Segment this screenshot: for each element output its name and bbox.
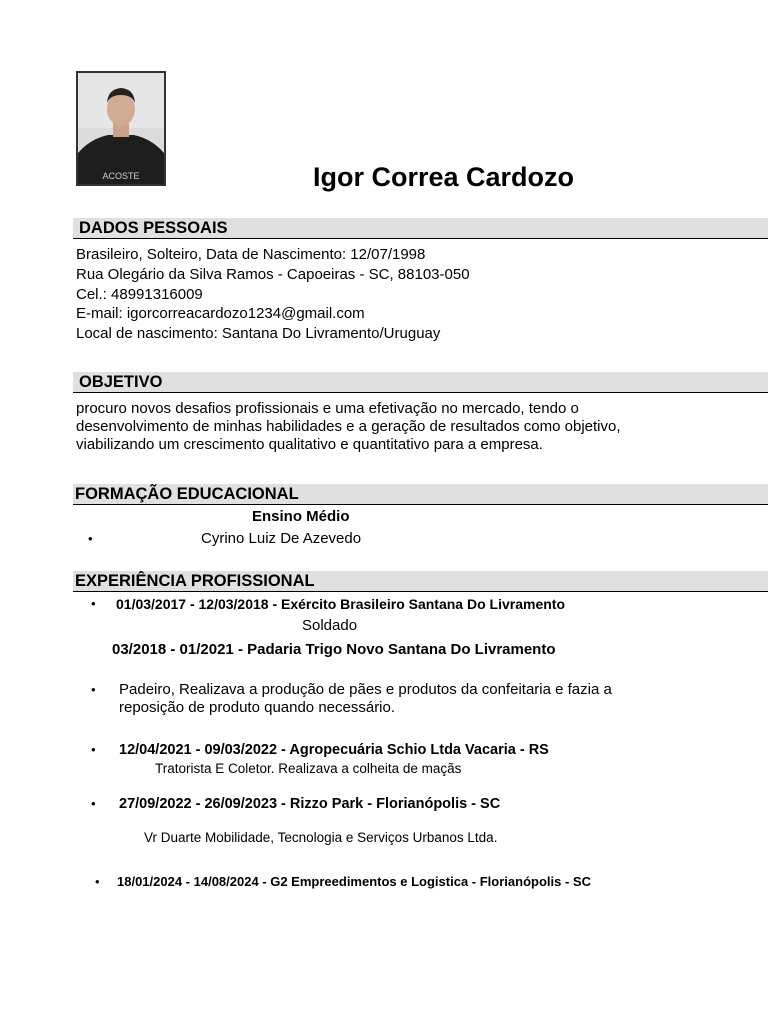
education-school: Cyrino Luiz De Azevedo — [201, 530, 362, 547]
dados-line: Local de nascimento: Santana Do Livramento/Uruguay — [76, 325, 441, 342]
bullet: • — [88, 531, 93, 546]
bullet: • — [95, 874, 100, 889]
bullet: • — [91, 742, 96, 757]
education-level: Ensino Médio — [252, 508, 350, 525]
job-title: 03/2018 - 01/2021 - Padaria Trigo Novo Santana Do Livramento — [112, 641, 556, 658]
objetivo-line: desenvolvimento de minhas habilidades e a geração de resultados como objetivo, — [76, 418, 621, 435]
job-company: Vr Duarte Mobilidade, Tecnologia e Serviços Urbanos Ltda. — [144, 830, 498, 845]
objetivo-line: procuro novos desafios profissionais e uma efetivação no mercado, tendo o — [76, 400, 579, 417]
bullet: • — [91, 796, 96, 811]
job-title: 12/04/2021 - 09/03/2022 - Agropecuária Schio Ltda Vacaria - RS — [119, 742, 549, 758]
section-title-experiencia: EXPERIÊNCIA PROFISSIONAL — [75, 572, 315, 590]
section-bar-objetivo — [73, 372, 768, 393]
dados-line: Rua Olegário da Silva Ramos - Capoeiras - SC, 88103-050 — [76, 266, 470, 283]
job-description: Padeiro, Realizava a produção de pães e produtos da confeitaria e fazia a — [119, 681, 612, 698]
dados-line: E-mail: igorcorreacardozo1234@gmail.com — [76, 305, 365, 322]
job-title: 27/09/2022 - 26/09/2023 - Rizzo Park - Florianópolis - SC — [119, 796, 501, 812]
job-role: Tratorista E Coletor. Realizava a colheita de maçãs — [155, 761, 462, 776]
objetivo-line: viabilizando um crescimento qualitativo e quantitativo para a empresa. — [76, 436, 543, 453]
candidate-name: Igor Correa Cardozo — [313, 162, 575, 192]
bullet: • — [91, 596, 96, 611]
job-title: 01/03/2017 - 12/03/2018 - Exército Brasileiro Santana Do Livramento — [116, 596, 565, 612]
shirt-text: ACOSTE — [102, 171, 140, 181]
dados-line: Brasileiro, Solteiro, Data de Nascimento: 12/07/1998 — [76, 246, 426, 263]
profile-photo-image — [78, 73, 164, 184]
section-title-formacao: FORMAÇÃO EDUCACIONAL — [75, 485, 299, 503]
job-description: reposição de produto quando necessário. — [119, 699, 396, 716]
section-title-dados: DADOS PESSOAIS — [79, 219, 228, 237]
bullet: • — [91, 682, 96, 697]
section-title-objetivo: OBJETIVO — [79, 373, 163, 391]
dados-line: Cel.: 48991316009 — [76, 286, 203, 303]
profile-photo — [76, 71, 166, 186]
job-role: Soldado — [302, 617, 358, 634]
job-title: 18/01/2024 - 14/08/2024 - G2 Empreedimentos e Logistica - Florianópolis - SC — [117, 874, 591, 889]
